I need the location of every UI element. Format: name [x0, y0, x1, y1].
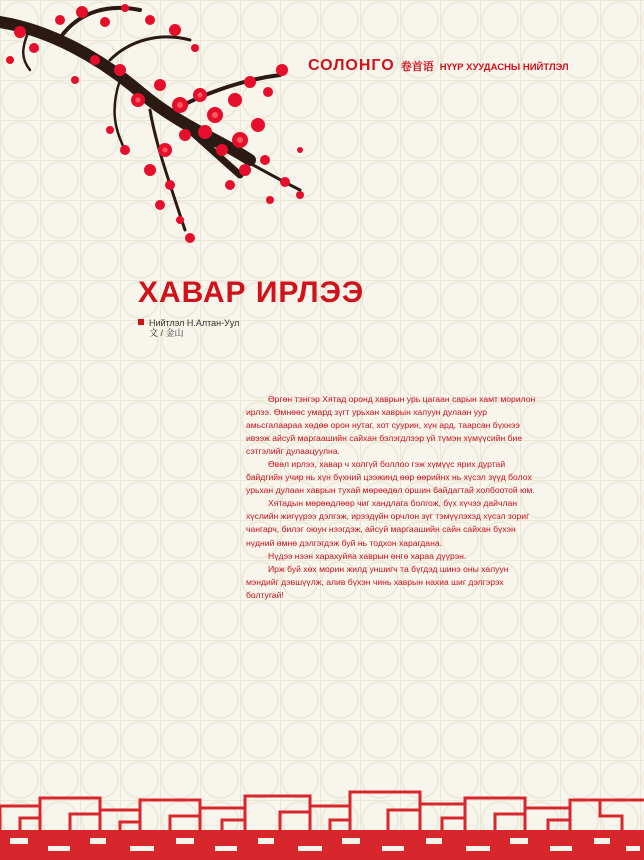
magazine-header [308, 57, 569, 75]
section-label: НҮҮР ХУУДАСНЫ НИЙТЛЭЛ [439, 62, 569, 73]
article-paragraph: Ирж буй хөх морин жилд уншигч та бүгдэд шинэ оны халуун мэндийг дэвшүүлж, алив бүхэн чинь хаврын нахиа шиг дэлгэрэх болтугай! [246, 563, 509, 600]
article-body [246, 393, 536, 602]
plum-blossom-branch-illustration [0, 0, 320, 260]
article-paragraph: Хятадын мөрөөдлөөр чиг хандлага болгож, бүх хүчээ дайчлан хүслийн жигүүрээ дэлгэж, ирээдүйн орчлон зүг тэмүүлэхэд хүсэл зориг чангарч, билэг оюун нээгдэж, айсуй маргаашийн сайн сайхан бүхэн нүдний өмнө дэлгэгдэж буй нь тодхон харагдана. [246, 498, 530, 548]
magazine-brand-cn: 卷首语 [400, 61, 434, 73]
magazine-brand: СОЛОНГО [308, 57, 395, 74]
author-line: Нийтлэл Н.Алтан-Уул [149, 318, 240, 328]
chinese-lattice-border-decoration [0, 790, 644, 860]
red-square-marker-icon [138, 319, 144, 325]
article-paragraph: Өргөн тэнгэр Хятад оронд хаврын урь цагаан сарын хамт морилон ирлээ. Өмнөөс умард зүгт урьхан хаврын халуун дулаан уур амьсгалаараа хөдөө орон нутаг, хот суурин, хүн ард, таарсан бүхнээ ивээж айсуй маргаашийн сайхан бэлэгдлээр үй түмэн хүмүүсийн бие сэтгэлийг дулаацуулна. [246, 394, 536, 457]
article-paragraph: Өвөл ирлээ, хавар ч холгүй боллоо гэж хүмүүс ярих дуртай байдгийн учир нь хүн бүхний цээжинд өөр өөрийнх нь хүсэл зүүд болох урьхан дулаан хаврын тухай мөрөөдөл оршин байдагтай холбоотой юм. [246, 459, 535, 496]
byline [138, 318, 239, 338]
article-title: ХАВАР ИРЛЭЭ [138, 276, 365, 309]
author-cn: 文 / 金山 [149, 328, 184, 338]
article-paragraph: Нүдээ нээн харахуйяа хаврын өнгө хараа дүүрэн. [268, 550, 467, 561]
